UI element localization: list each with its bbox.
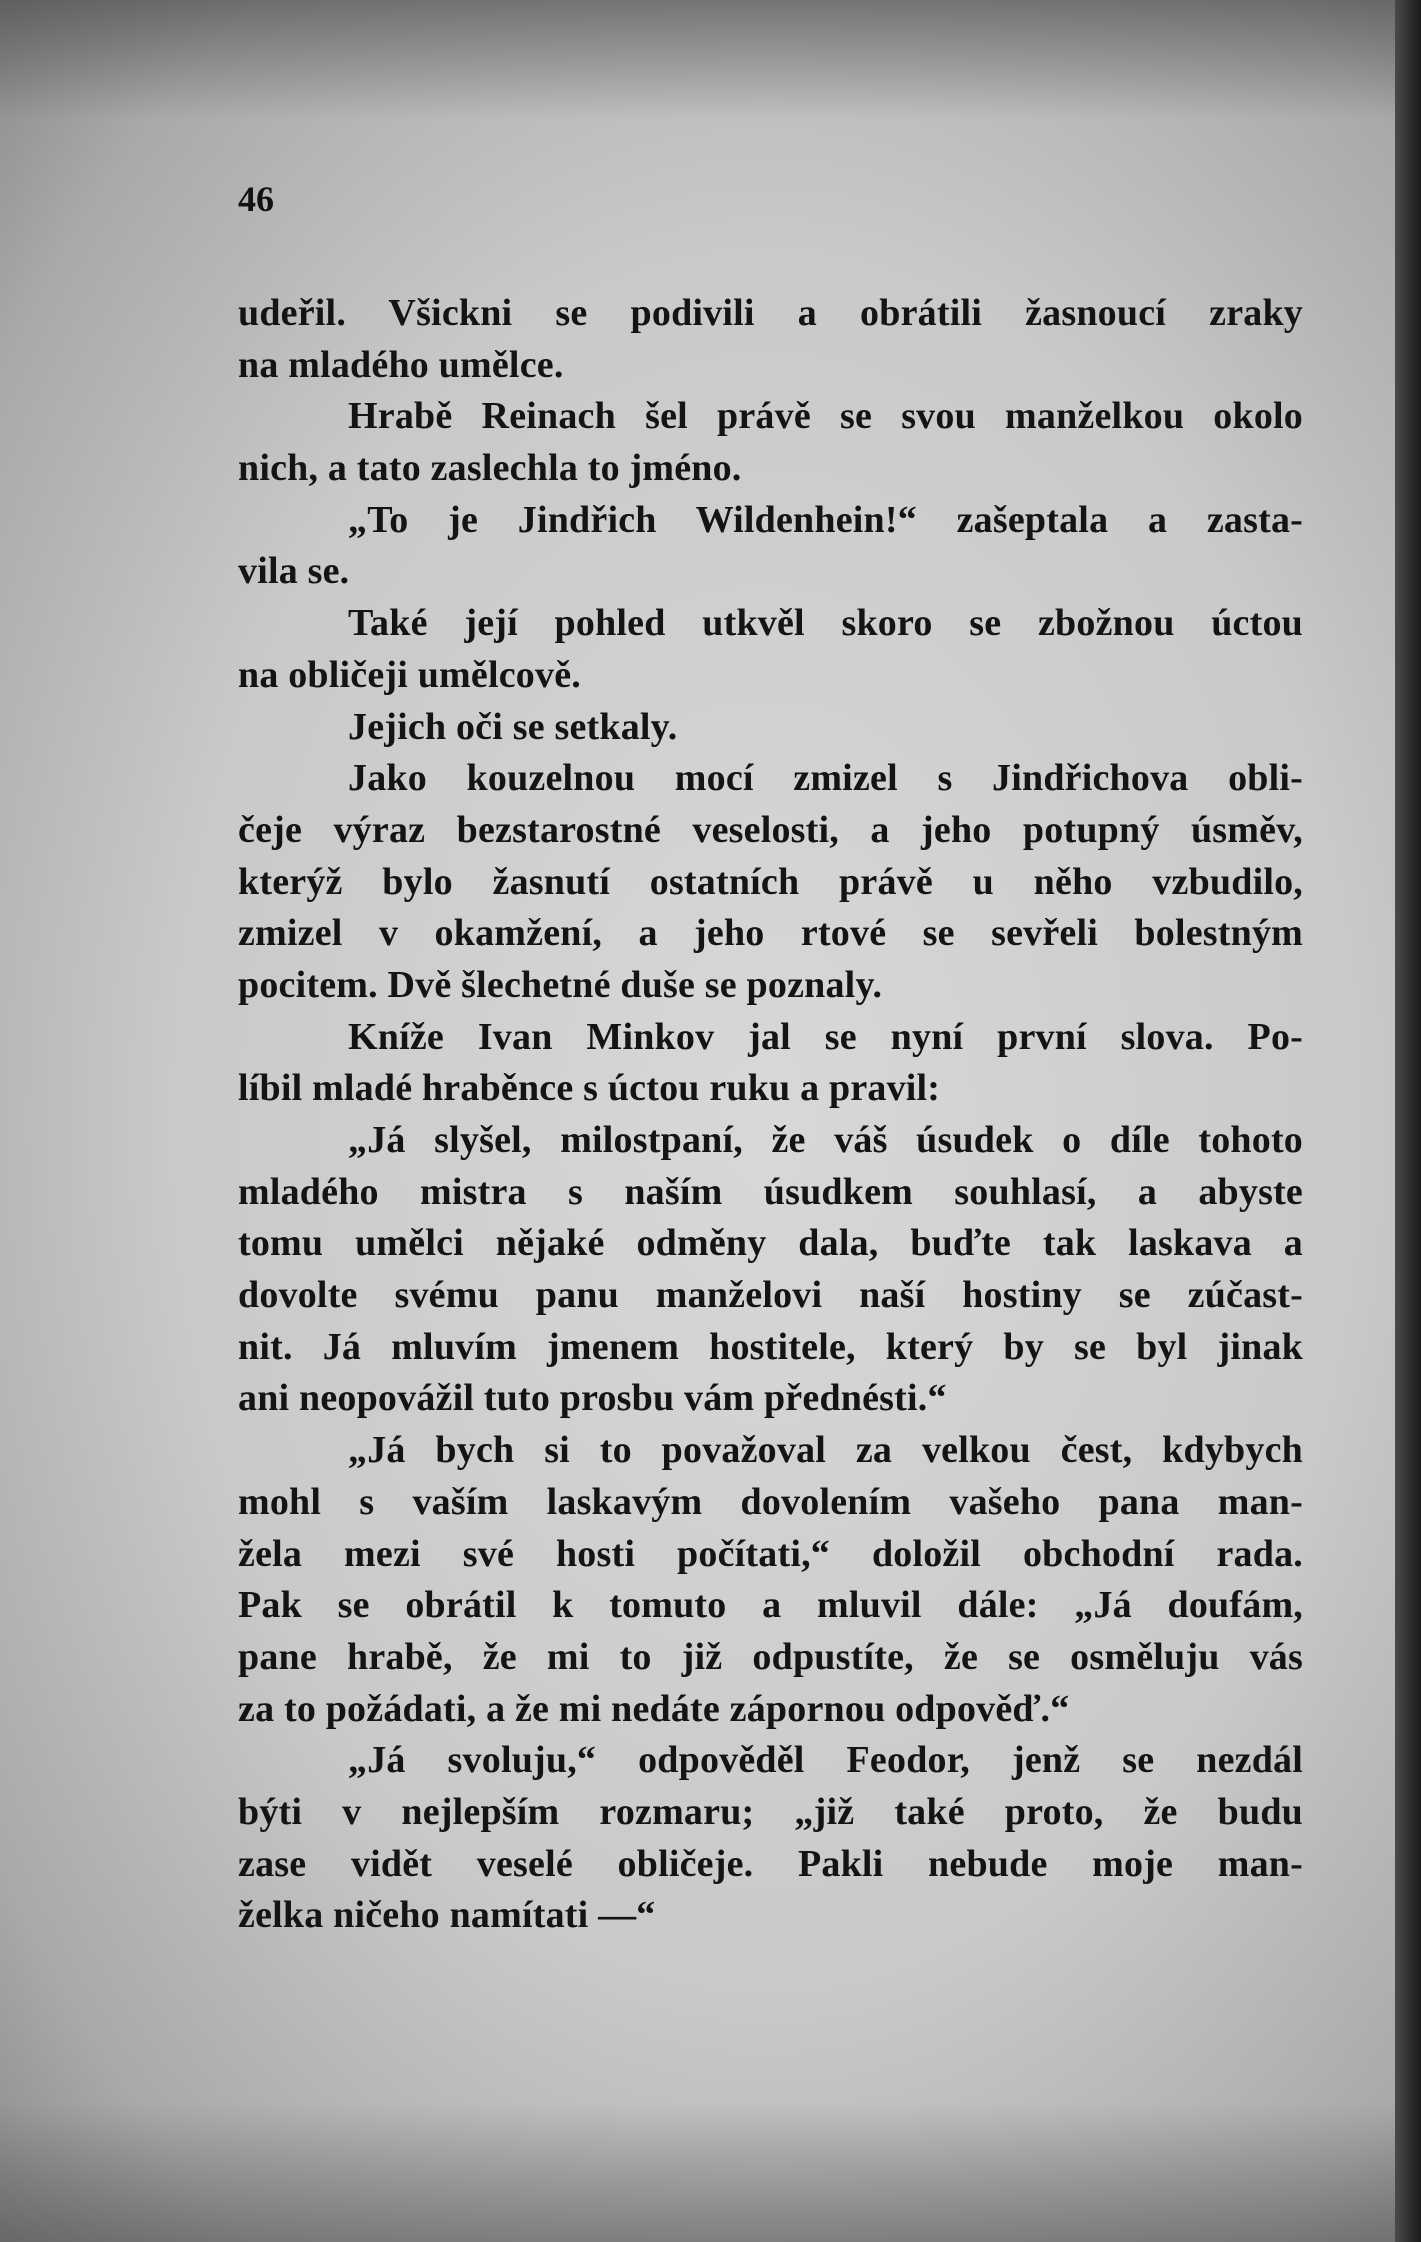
text-line: „To je Jindřich Wildenhein!“ zašeptala a zasta- <box>348 498 1303 541</box>
text-line: kterýž bylo žasnutí ostatních právě u něho vzbudilo, <box>238 860 1303 903</box>
text-line: líbil mladé hraběnce s úctou ruku a pravil: <box>238 1067 941 1110</box>
scan-bottom-shadow <box>0 2102 1395 2242</box>
text-line: čeje výraz bezstarostné veselosti, a jeho potupný úsměv, <box>238 808 1303 851</box>
text-line: „Já slyšel, milostpaní, že váš úsudek o díle tohoto <box>348 1119 1303 1161</box>
text-line: pocitem. Dvě šlechetné duše se poznaly. <box>238 963 883 1006</box>
text-line: mohl s vaším laskavým dovolením vašeho pana man- <box>238 1480 1303 1523</box>
text-line: ani neopovážil tuto prosbu vám přednésti.“ <box>238 1377 947 1420</box>
text-line: „Já svoluju,“ odpověděl Feodor, jenž se nezdál <box>348 1739 1303 1782</box>
text-line: na obličeji umělcově. <box>238 653 581 696</box>
text-line: zmizel v okamžení, a jeho rtové se sevřeli bolestným <box>238 912 1303 955</box>
page-number: 46 <box>238 179 274 219</box>
text-line: mladého mistra s naším úsudkem souhlasí, a abyste <box>238 1170 1303 1213</box>
text-line: Jako kouzelnou mocí zmizel s Jindřichova obli- <box>348 757 1303 800</box>
text-line: Jejich oči se setkaly. <box>348 705 678 748</box>
text-line: želka ničeho namítati —“ <box>238 1894 656 1937</box>
scan-top-shadow <box>0 0 1395 120</box>
text-line: zase vidět veselé obličeje. Pakli nebude moje man- <box>238 1842 1303 1885</box>
text-line: nich, a tato zaslechla to jméno. <box>238 447 742 490</box>
text-line: na mladého umělce. <box>238 343 564 386</box>
text-line: žela mezi své hosti počítati,“ doložil obchodní rada. <box>238 1532 1303 1575</box>
text-line: pane hrabě, že mi to již odpustíte, že se osměluju vás <box>238 1635 1303 1678</box>
text-line: dovolte svému panu manželovi naší hostiny se zúčast- <box>238 1274 1303 1317</box>
text-line: Také její pohled utkvěl skoro se zbožnou úctou <box>348 602 1303 645</box>
text-line: udeřil. Všickni se podivili a obrátili žasnoucí zraky <box>238 292 1303 334</box>
text-line: býti v nejlepším rozmaru; „již také proto, že budu <box>238 1790 1303 1833</box>
text-line: nit. Já mluvím jmenem hostitele, který by se byl jinak <box>238 1325 1303 1368</box>
text-line: Kníže Ivan Minkov jal se nyní první slova. Po- <box>348 1015 1303 1058</box>
text-line: „Já bych si to považoval za velkou čest, kdybych <box>348 1429 1303 1472</box>
page-edge-shadow <box>1395 0 1421 2242</box>
text-line: Pak se obrátil k tomuto a mluvil dále: „Já doufám, <box>238 1584 1303 1627</box>
text-line: tomu umělci nějaké odměny dala, buďte tak laskava a <box>238 1222 1303 1265</box>
text-line: vila se. <box>238 550 350 593</box>
text-line: Hrabě Reinach šel právě se svou manželkou okolo <box>348 395 1303 438</box>
text-line: za to požádati, a že mi nedáte zápornou odpověď.“ <box>238 1687 1070 1730</box>
body-text <box>238 288 1303 1942</box>
